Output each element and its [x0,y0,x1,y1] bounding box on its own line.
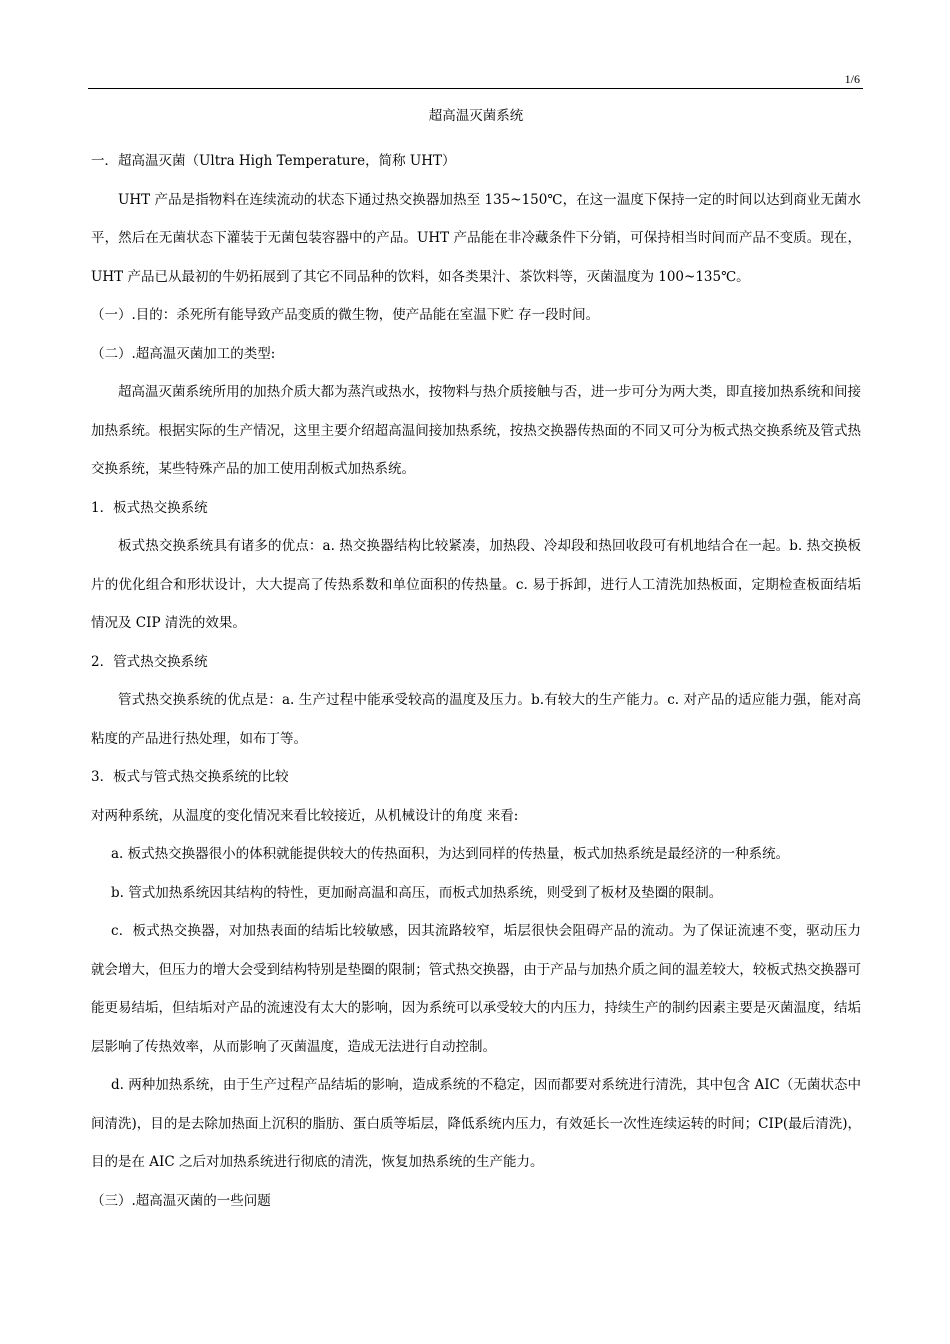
heading-comparison: 3．板式与管式热交换系统的比较 [91,769,289,785]
page-number: 1/6 [844,72,860,86]
paragraph-comparison-intro: 对两种系统，从温度的变化情况来看比较接近，从机械设计的角度 来看: [91,807,519,824]
list-item-d: d. 两种加热系统，由于生产过程产品结垢的影响，造成系统的不稳定，因而都要对系统进行清洗，其中包含 AIC（无菌状态中间清洗)，目的是去除加热面上沉积的脂肪、蛋白质等垢层，降低系统内压力，有效延长一次性连续运转的时间；CIP(最后清洗)，目的是在 AIC 之后对加热系统进行彻底的清洗，恢复加热系统的生产能力。 [91,1077,861,1170]
types-heading: （二）.超高温灭菌加工的类型: [91,345,276,362]
section-heading-uht: 一．超高温灭菌（Ultra High Temperature，简称 UHT） [91,153,456,169]
list-item-b: b. 管式加热系统因其结构的特性，更加耐高温和高压，而板式加热系统，则受到了板材及垫圈的限制。 [111,884,723,901]
list-item-a: a. 板式热交换器很小的体积就能提供较大的传热面积，为达到同样的传热量，板式加热系统是最经济的一种系统。 [111,846,790,862]
heading-plate-exchange: 1．板式热交换系统 [91,499,208,516]
list-item-c: c．板式热交换器，对加热表面的结垢比较敏感，因其流路较窄，垢层很快会阻碍产品的流动。为了保证流速不变，驱动压力就会增大，但压力的增大会受到结构特别是垫圈的限制；管式热交换器，由于产品与加热介质之间的温差较大，较板式热交换器可能更易结垢，但结垢对产品的流速没有太大的影响，因为系统可以承受较大的内压力，持续生产的制约因素主要是灭菌温度，结垢层影响了传热效率，从而影响了灭菌温度，造成无法进行自动控制。 [91,923,861,1055]
heading-tube-exchange: 2．管式热交换系统 [91,653,208,670]
document-body [91,104,861,1220]
purpose-line: （一）.目的：杀死所有能导致产品变质的微生物，使产品能在室温下贮 存一段时间。 [91,307,600,323]
header-rule [88,88,863,89]
section-heading-issues: （三）.超高温灭菌的一些问题 [91,1192,271,1209]
paragraph-tube-advantages: 管式热交换系统的优点是：a. 生产过程中能承受较高的温度及压力。b.有较大的生产能力。c. 对产品的适应能力强，能对高粘度的产品进行热处理，如布丁等。 [91,692,861,747]
paragraph-plate-advantages: 板式热交换系统具有诸多的优点：a. 热交换器结构比较紧凑，加热段、冷却段和热回收段可有机地结合在一起。b. 热交换板片的优化组合和形状设计，大大提高了传热系数和单位面积的传热量。c. 易于拆卸，进行人工清洗加热板面，定期检查板面结垢情况及 CIP 清洗的效果。 [91,538,861,631]
paragraph-uht-definition: UHT 产品是指物料在连续流动的状态下通过热交换器加热至 135~150℃，在这一温度下保持一定的时间以达到商业无菌水平，然后在无菌状态下灌装于无菌包装容器中的产品。UHT 产品能在非冷藏条件下分销，可保持相当时间而产品不变质。现在，UHT 产品已从最初的牛奶拓展到了其它不同品种的饮料，如各类果汁、茶饮料等，灭菌温度为 100~135℃。 [91,191,861,285]
document-title: 超高温灭菌系统 [428,108,524,124]
paragraph-heating-systems: 超高温灭菌系统所用的加热介质大都为蒸汽或热水，按物料与热介质接触与否，进一步可分为两大类，即直接加热系统和间接加热系统。根据实际的生产情况，这里主要介绍超高温间接加热系统，按热交换器传热面的不同又可分为板式热交换系统及管式热交换系统，某些特殊产品的加工使用刮板式加热系统。 [91,384,861,477]
